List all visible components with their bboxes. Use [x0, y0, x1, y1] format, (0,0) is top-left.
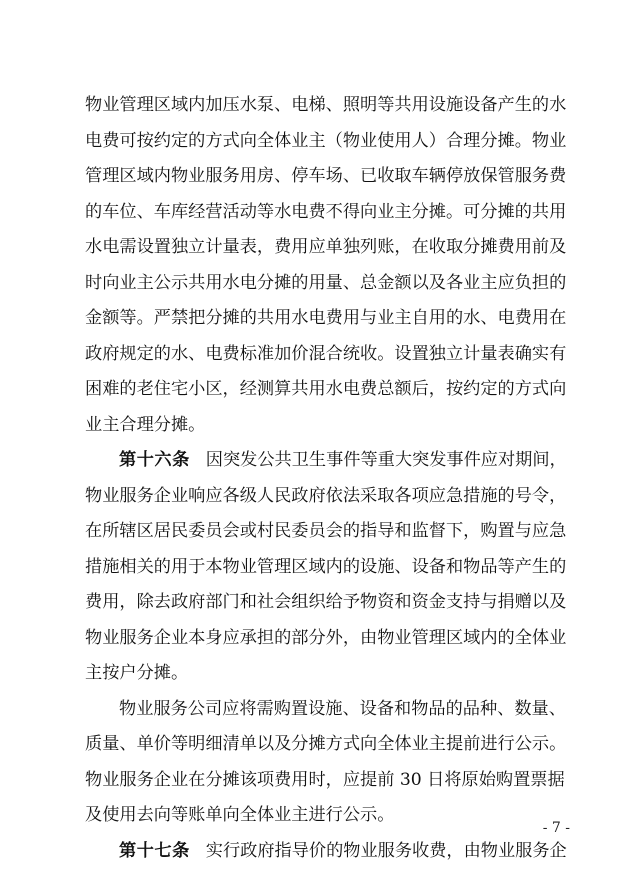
article-16-first-line: [85, 443, 567, 479]
page-number: - 7 -: [542, 820, 570, 836]
article-16-heading: 第十六条: [119, 450, 190, 470]
paragraph-line: 水电需设置独立计量表，费用应单独列账，在收取分摊费用前及: [85, 237, 567, 257]
paragraph-line: 的车位、车库经营活动等水电费不得向业主分摊。可分摊的共用: [85, 201, 567, 222]
paragraph-line: 物业服务企业响应各级人民政府依法采取各项应急措施的号令，: [85, 485, 567, 506]
paragraph-line: 管理区域内物业服务用房、停车场、已收取车辆停放保管服务费: [85, 166, 567, 186]
paragraph-line: 费用，除去政府部门和社会组织给予物资和资金支持与捐赠以及: [85, 592, 567, 612]
article-17-heading: 第十七条: [119, 840, 190, 861]
paragraph-line: 政府规定的水、电费标准加价混合统收。设置独立计量表确实有: [85, 343, 567, 364]
paragraph-line: 困难的老住宅小区，经测算共用水电费总额后，按约定的方式向: [85, 379, 567, 399]
paragraph-first-line: 物业服务公司应将需购置设施、设备和物品的品种、数量、: [119, 698, 566, 719]
paragraph-line: 金额等。严禁把分摊的共用水电费用与业主自用的水、电费用在: [85, 308, 567, 328]
article-16-text: 因突发公共卫生事件等重大突发事件应对期间，: [205, 450, 567, 470]
paragraph-line: 业主合理分摊。: [85, 414, 206, 435]
article-17-text: 实行政府指导价的物业服务收费，由物业服务企: [205, 840, 567, 861]
paragraph-line: 在所辖区居民委员会或村民委员会的指导和监督下，购置与应急: [85, 521, 567, 541]
paragraph-line: 物业服务企业本身应承担的部分外，由物业管理区域内的全体业: [85, 627, 567, 648]
document-body: [85, 88, 567, 869]
paragraph-line: 质量、单价等明细清单以及分摊方式向全体业主提前进行公示。: [85, 734, 567, 754]
paragraph-line: 及使用去向等账单向全体业主进行公示。: [85, 805, 395, 825]
paragraph-line: 电费可按约定的方式向全体业主（物业使用人）合理分摊。物业: [85, 130, 567, 151]
article-17-first-line: [85, 834, 567, 870]
paragraph-line: 时向业主公示共用水电分摊的用量、总金额以及各业主应负担的: [85, 272, 567, 293]
paragraph-line: 物业服务企业在分摊该项费用时，应提前 30 日将原始购置票据: [85, 769, 565, 790]
paragraph-line: 物业管理区域内加压水泵、电梯、照明等共用设施设备产生的水: [85, 95, 567, 115]
paragraph-line: 主按户分摊。: [85, 663, 189, 683]
paragraph-line: 措施相关的用于本物业管理区域内的设施、设备和物品等产生的: [85, 556, 567, 577]
